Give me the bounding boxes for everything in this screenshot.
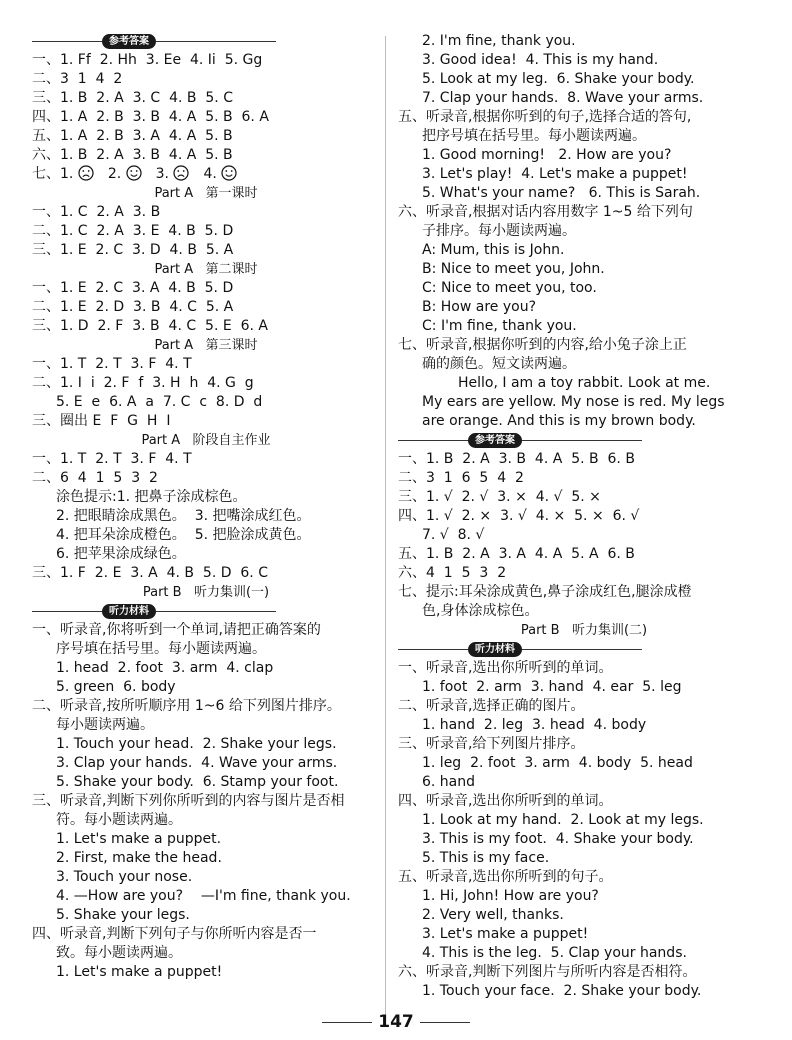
text-line: 一、1. E 2. C 3. A 4. B 5. D	[32, 280, 234, 296]
text-line: 三、1. F 2. E 3. A 4. B 5. D 6. C	[32, 565, 268, 581]
text-line: 5. This is my face.	[422, 850, 550, 866]
section-tag-label: 听力材料	[468, 642, 522, 657]
page-number-text: 147	[378, 1012, 414, 1032]
text-line: 5. green 6. body	[56, 679, 176, 695]
text-line: 1. head 2. foot 3. arm 4. clap	[56, 660, 274, 676]
sad-face-icon	[78, 165, 94, 181]
sad-face-icon	[173, 165, 189, 181]
text-line: B: How are you?	[422, 299, 537, 315]
text-line: 色,身体涂成棕色。	[422, 603, 539, 619]
text-line: 3. Touch your nose.	[56, 869, 193, 885]
text-line: 一、1. T 2. T 3. F 4. T	[32, 356, 192, 372]
text-line: 3. Let's play! 4. Let's make a puppet!	[422, 166, 688, 182]
text-line: are orange. And this is my brown body.	[422, 413, 696, 429]
text-line: 子排序。每小题读两遍。	[422, 223, 576, 239]
section-tag-label: 听力材料	[102, 604, 156, 619]
text-line: 1. leg 2. foot 3. arm 4. body 5. head	[422, 755, 693, 771]
text-line: 四、听录音,判断下列句子与你所听内容是否一	[32, 926, 317, 942]
text-line: 6. 把苹果涂成绿色。	[56, 546, 186, 562]
text-line: 3. Good idea! 4. This is my hand.	[422, 52, 659, 68]
text-line: 七、提示:耳朵涂成黄色,鼻子涂成红色,腿涂成橙	[398, 584, 692, 600]
text-line: 5. Look at my leg. 6. Shake your body.	[422, 71, 695, 87]
answer-number: 4.	[203, 166, 217, 182]
answer-number: 2.	[107, 166, 122, 182]
text-line: 7. Clap your hands. 8. Wave your arms.	[422, 90, 704, 106]
section-tag	[32, 32, 380, 51]
text-line: 5. Shake your body. 6. Stamp your foot.	[56, 774, 339, 790]
text-line: 2. I'm fine, thank you.	[422, 33, 576, 49]
lesson-heading: Part B 听力集训(二)	[520, 623, 648, 638]
text-line: 1. Good morning! 2. How are you?	[422, 147, 672, 163]
happy-face-icon	[221, 165, 237, 181]
text-line: 2. 把眼睛涂成黑色。 3. 把嘴涂成红色。	[56, 508, 311, 524]
text-line: 5. Shake your legs.	[56, 907, 190, 923]
text-line: 二、1. I i 2. F f 3. H h 4. G g	[32, 375, 254, 391]
text-line: 三、1. D 2. F 3. B 4. C 5. E 6. A	[32, 318, 268, 334]
left-column	[32, 32, 380, 982]
section-tag	[398, 640, 770, 659]
text-line: 3. This is my foot. 4. Shake your body.	[422, 831, 694, 847]
text-line: 三、1. B 2. A 3. C 4. B 5. C	[32, 90, 233, 106]
text-line: 致。每小题读两遍。	[56, 945, 182, 961]
text-line: 4. 把耳朵涂成橙色。 5. 把脸涂成黄色。	[56, 527, 311, 543]
text-line: 六、听录音,判断下列图片与所听内容是否相符。	[398, 964, 697, 980]
text-line: 2. Very well, thanks.	[422, 907, 564, 923]
text-line: 二、3 1 6 5 4 2	[398, 470, 524, 486]
text-line: 一、1. T 2. T 3. F 4. T	[32, 451, 192, 467]
text-line: 1. hand 2. leg 3. head 4. body	[422, 717, 647, 733]
lesson-heading: Part A 阶段自主作业	[141, 433, 271, 448]
text-line: 3. Clap your hands. 4. Wave your arms.	[56, 755, 338, 771]
text-line: 2. First, make the head.	[56, 850, 222, 866]
text-line: 一、听录音,选出你所听到的单词。	[398, 660, 613, 676]
text-line: 二、3 1 4 2	[32, 71, 123, 87]
text-line: 二、听录音,按所听顺序用 1~6 给下列图片排序。	[32, 698, 341, 714]
text-line: 4. This is the leg. 5. Clap your hands.	[422, 945, 687, 961]
text-line: 一、1. Ff 2. Hh 3. Ee 4. Ii 5. Gg	[32, 52, 263, 68]
text-line: 一、听录音,你将听到一个单词,请把正确答案的	[32, 622, 321, 638]
text-line: B: Nice to meet you, John.	[422, 261, 605, 277]
lesson-heading: Part A 第一课时	[154, 186, 258, 201]
text-line: 1. Hi, John! How are you?	[422, 888, 599, 904]
text-line: C: I'm fine, thank you.	[422, 318, 577, 334]
text-line: 一、1. B 2. A 3. B 4. A 5. B 6. B	[398, 451, 635, 467]
lesson-heading: Part A 第二课时	[154, 262, 258, 277]
text-line: 五、1. B 2. A 3. A 4. A 5. A 6. B	[398, 546, 635, 562]
text-line: 符。每小题读两遍。	[56, 812, 182, 828]
text-line: A: Mum, this is John.	[422, 242, 565, 258]
text-line: 涂色提示:1. 把鼻子涂成棕色。	[56, 489, 247, 505]
text-line: 三、听录音,判断下列你所听到的内容与图片是否相	[32, 793, 345, 809]
text-line: My ears are yellow. My nose is red. My legs	[422, 394, 725, 410]
text-line: 每小题读两遍。	[56, 717, 154, 733]
text-line: 七、听录音,根据你听到的内容,给小兔子涂上正	[398, 337, 687, 353]
page-number	[0, 1012, 792, 1032]
text-line: 二、1. E 2. D 3. B 4. C 5. A	[32, 299, 234, 315]
happy-face-icon	[126, 165, 142, 181]
text-line: C: Nice to meet you, too.	[422, 280, 597, 296]
text-line: 四、1. A 2. B 3. B 4. A 5. B 6. A	[32, 109, 269, 125]
right-column	[398, 32, 770, 1001]
text-line: 4. —How are you? —I'm fine, thank you.	[56, 888, 351, 904]
text-line: 序号填在括号里。每小题读两遍。	[56, 641, 266, 657]
text-line: 五、1. A 2. B 3. A 4. A 5. B	[32, 128, 233, 144]
text-line: 一、1. C 2. A 3. B	[32, 204, 161, 220]
text-line: 四、1. √ 2. × 3. √ 4. × 5. × 6. √	[398, 508, 640, 524]
text-line: 1. Look at my hand. 2. Look at my legs.	[422, 812, 704, 828]
text-line: 5. E e 6. A a 7. C c 8. D d	[56, 394, 263, 410]
text-line: 三、圈出 E F G H I	[32, 413, 171, 429]
text-line: 1. foot 2. arm 3. hand 4. ear 5. leg	[422, 679, 682, 695]
text-line: 1. Let's make a puppet!	[56, 964, 223, 980]
text-line: 六、4 1 5 3 2	[398, 565, 507, 581]
section-tag-label: 参考答案	[468, 433, 522, 448]
text-line: 1. Touch your face. 2. Shake your body.	[422, 983, 702, 999]
text-line: 二、1. C 2. A 3. E 4. B 5. D	[32, 223, 234, 239]
column-divider	[385, 36, 386, 1021]
section-tag-label: 参考答案	[102, 34, 156, 49]
text-line: 1. Touch your head. 2. Shake your legs.	[56, 736, 337, 752]
lesson-heading: Part A 第三课时	[154, 338, 258, 353]
section-tag	[398, 431, 770, 450]
text-line: 五、听录音,根据你听到的句子,选择合适的答句,	[398, 109, 692, 125]
lesson-heading: Part B 听力集训(一)	[142, 585, 270, 600]
text-line: 三、1. √ 2. √ 3. × 4. √ 5. ×	[398, 489, 601, 505]
text-line: 六、1. B 2. A 3. B 4. A 5. B	[32, 147, 233, 163]
text-line: 把序号填在括号里。每小题读两遍。	[422, 128, 646, 144]
text-line: 二、6 4 1 5 3 2	[32, 470, 158, 486]
text-line: 3. Let's make a puppet!	[422, 926, 589, 942]
text-line: 六、听录音,根据对话内容用数字 1~5 给下列句	[398, 204, 693, 220]
text-line: 五、听录音,选出你所听到的句子。	[398, 869, 613, 885]
text-line: 5. What's your name? 6. This is Sarah.	[422, 185, 701, 201]
text-line: 7. √ 8. √	[422, 527, 485, 543]
answer-prefix: 七、1.	[32, 166, 74, 182]
text-line: 四、听录音,选出你所听到的单词。	[398, 793, 613, 809]
text-line: Hello, I am a toy rabbit. Look at me.	[458, 375, 711, 391]
text-line: 1. Let's make a puppet.	[56, 831, 222, 847]
text-line: 确的颜色。短文读两遍。	[422, 356, 576, 372]
text-line: 三、听录音,给下列图片排序。	[398, 736, 585, 752]
text-line: 三、1. E 2. C 3. D 4. B 5. A	[32, 242, 234, 258]
text-line: 6. hand	[422, 774, 476, 790]
section-tag	[32, 602, 380, 621]
answer-number: 3.	[155, 166, 169, 182]
text-line: 二、听录音,选择正确的图片。	[398, 698, 585, 714]
answer-line-faces	[32, 165, 380, 184]
